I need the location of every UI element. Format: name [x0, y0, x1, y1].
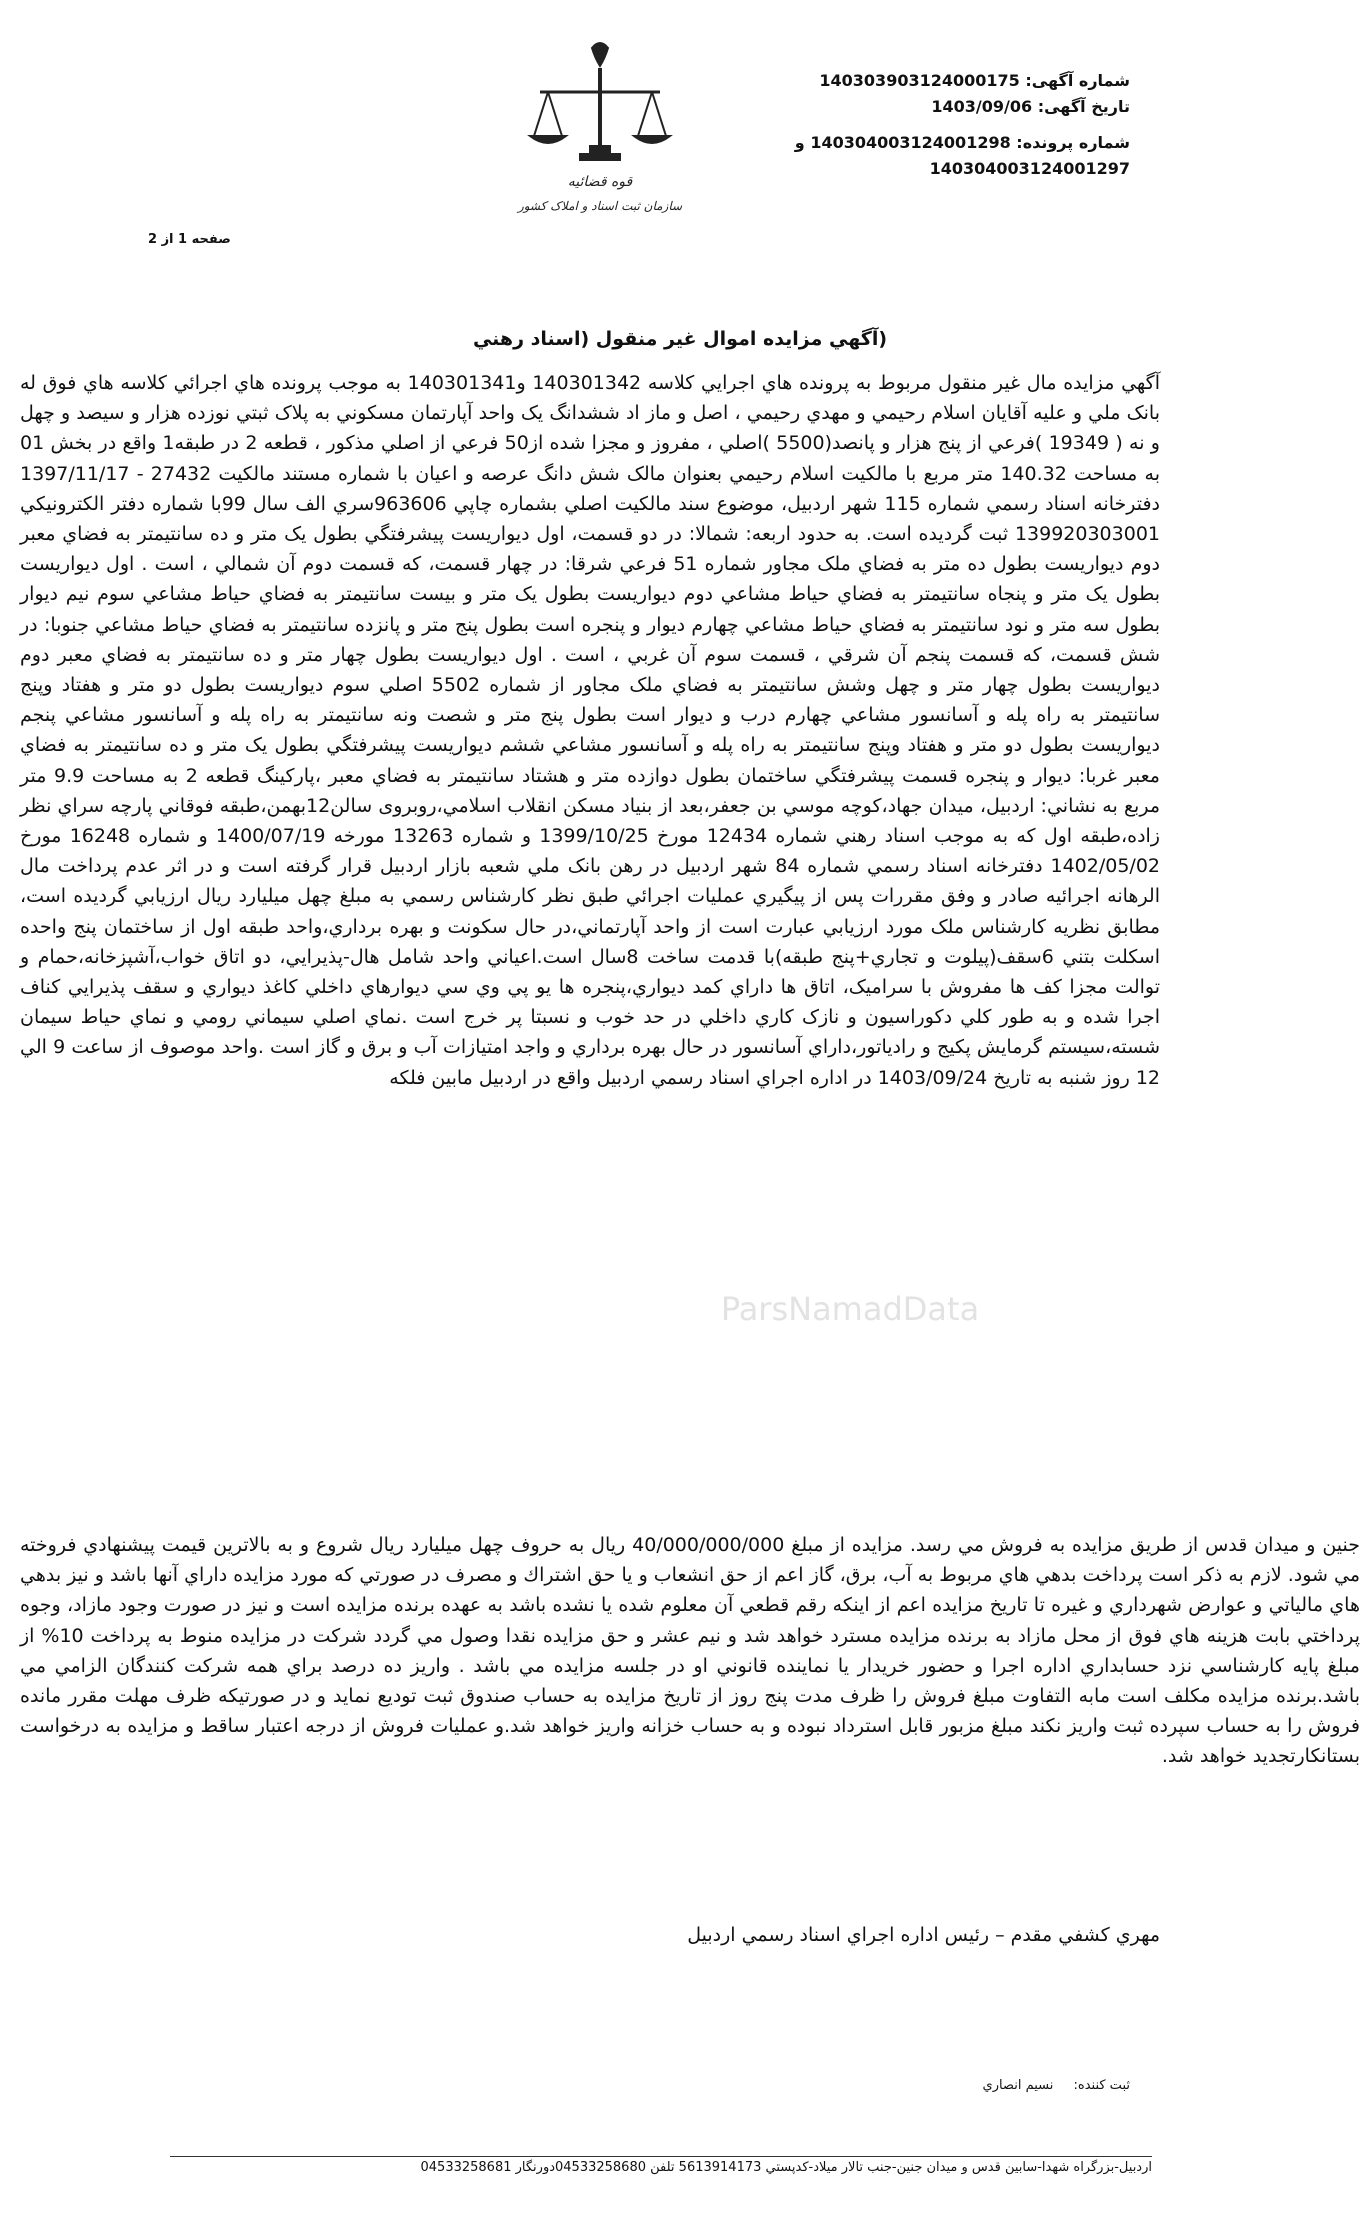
footer-divider [170, 2156, 1152, 2157]
footer-address: اردبيل-بزرگراه شهدا-سابين قدس و ميدان جنين-جنب تالار ميلاد-كدپستي 5613914173 تلفن 04533258680دورنگار 04533258681 [420, 2160, 1152, 2175]
ad-date: 1403/09/06 [931, 97, 1033, 116]
registrar-name: نسيم انصاري [982, 2078, 1054, 2093]
judiciary-emblem-icon [500, 28, 700, 238]
watermark-logo [700, 1220, 1000, 1400]
ad-number-row [700, 68, 1130, 94]
file-number-row [700, 130, 1130, 156]
signoff: مهري كشفي مقدم – رئيس اداره اجراي اسناد رسمي اردبيل [687, 1924, 1160, 1946]
watermark-text: ParsNamadData [720, 1290, 980, 1328]
registrar-label: ثبت كننده: [1073, 2078, 1130, 2093]
org-line-2: سازمان ثبت اسناد و املاک کشور [517, 199, 683, 213]
file-number-1: 140304003124001298 [810, 133, 1011, 152]
body-paragraph: آگهي مزايده مال غير منقول مربوط به پرونده هاي اجرايي كلاسه 140301342 و140301341 به موجب پرونده هاي اجرائي كلاسه هاي فوق له بانک ملي و عليه آقايان اسلام رحيمي و مهدي رحيمي ، اصل و ماز اد ششدانگ یک واحد آپارتمان مسکوني به پلاک ثبتي نوزده هزار و سيصد و چهل و نه ( 19349 )فرعي از پنج هزار و پانصد(5500 )اصلي ، مفروز و مجزا شده از50 فرعي از اصلي مذکور ، قطعه 2 در طبقه1 واقع در بخش 01 به مساحت 140.32 متر مربع با مالکيت اسلام رحيمي بعنوان مالک شش دانگ عرصه و اعيان با شماره مستند مالکيت 27432 - 1397/11/17 دفترخانه اسناد رسمي شماره 115 شهر اردبيل، موضوع سند مالکيت اصلي بشماره چاپي 963606سري الف سال 99با شماره دفتر الکترونيکي 139920303001 ثبت گرديده است. به حدود اربعه: شمالا: در دو قسمت، اول ديواريست پيشرفتگي بطول يک متر و ده سانتيمتر به فضاي معبر دوم ديواريست بطول ده متر به فضاي ملک مجاور شماره 51 فرعي شرقا: در چهار قسمت، که قسمت دوم آن شمالي ، است . اول ديواريست بطول يک متر و پنجاه سانتيمتر به فضاي حياط مشاعي دوم ديواريست بطول يک متر و بيست سانتيمتر به فضاي حياط مشاعي سوم نيم ديوار بطول سه متر و نود سانتيمتر به فضاي حياط مشاعي چهارم ديوار و پنجره است بطول پنج متر و پانزده سانتيمتر به فضاي حياط مشاعي جنوبا: در شش قسمت، كه قسمت پنجم آن شرقي ، قسمت سوم آن غربي ، است . اول ديواريست بطول چهار متر و ده سانتيمتر به فضاي معبر دوم ديواريست بطول چهار متر و چهل وشش سانتيمتر به فضاي ملک مجاور از شماره 5502 اصلي سوم ديواريست بطول دو متر و هفتاد وپنج سانتيمتر به راه پله و آسانسور مشاعي چهارم درب و ديوار است بطول پنج متر و شصت ونه سانتيمتر به راه پله و آسانسور مشاعي پنجم ديواريست بطول دو متر و هفتاد وپنج سانتيمتر به راه پله و آسانسور مشاعي ششم ديواريست پيشرفتگي بطول يک متر و ده سانتيمتر به فضاي معبر غربا: ديوار و پنجره قسمت پيشرفتگي ساختمان بطول دوازده متر و هشتاد سانتيمتر به فضاي معبر ،پارکينگ قطعه 2 به مساحت 9.9 متر مربع به نشاني: اردبيل، ميدان جهاد،کوچه موسي بن جعفر،بعد از بنياد مسکن انقلاب اسلامي،روبروی سالن12بهمن،طبقه فوقاني پارچه سراي نظر زاده،طبقه اول که به موجب اسناد رهني شماره 12434 مورخ 1399/10/25 و شماره 13263 مورخه 1400/07/19 و شماره 16248 مورخ 1402/05/02 دفترخانه اسناد رسمي شماره 84 شهر اردبيل در رهن بانک ملي شعبه بازار اردبيل قرار گرفته است و در اثر عدم پرداخت مال الرهانه اجرائيه صادر و وفق مقررات پس از پيگيري عمليات اجرائي طبق نظر کارشناس رسمي به مبلغ چهل ميليارد ريال ارزيابي گرديده است، مطابق نظريه كارشناس ملک مورد ارزيابي عبارت است از واحد آپارتماني،در حال سكونت و بهره برداري،واحد طبقه اول از ساختمان پنج واحده اسكلت بتني 6سقف(پيلوت و تجاري+پنج طبقه)با قدمت ساخت 8سال است.اعياني واحد شامل هال-پذيرايي، دو اتاق خواب،آشپزخانه،حمام و توالت مجزا كف ها مفروش با سراميک، اتاق ها داراي كمد ديواري،پنجره ها يو پي وي سي ديوارهاي داخلي كاغذ ديواري و سقف پذيرايي كناف اجرا شده و به طور كلي دكوراسيون و نازک كاري داخلي در حد خوب و نسبتا پر خرج است .نماي اصلي سيماني رومي و نماي حياط سيمان شسته،سيستم گرمايش پكيج و رادياتور،داراي آسانسور در حال بهره برداري و واجد امتيازات آب و برق و گاز است .واحد موصوف از ساعت 9 الي 12 روز شنبه به تاريخ 1403/09/24 در اداره اجراي اسناد رسمي اردبيل واقع در اردبيل مابين فلکه [20, 372, 1161, 1089]
file-number-and: و [794, 133, 805, 152]
ad-number-label: شماره آگهی: [1025, 71, 1130, 90]
ad-number: 14030390312400017​5 [819, 71, 1020, 90]
header-meta [700, 68, 1130, 182]
page-indicator: صفحه 1 از 2 [148, 232, 231, 247]
body-paragraph: جنين و ميدان قدس از طريق مزايده به فروش مي رسد. مزايده از مبلغ 40/000/000/000 ريال به حروف چهل ميليارد ريال شروع و به بالاترين قيمت پيشنهادي فروخته مي شود. لازم به ذكر است پرداخت بدهي هاي مربوط به آب، برق، گاز اعم از حق انشعاب و يا حق اشتراك و مصرف در صورتي كه مورد مزايده داراي آنها باشد و نيز بدهي هاي مالياتي و عوارض شهرداري و غيره تا تاريخ مزايده اعم از اينكه رقم قطعي آن معلوم شده يا نشده باشد به عهده برنده مزايده است و نيز در صورت وجود مازاد، وجوه پرداختي بابت هزينه هاي فوق از محل مازاد به برنده مزايده مسترد خواهد شد و نيم عشر و حق مزايده نقدا وصول مي گردد شركت در مزايده منوط به پرداخت 10% از مبلغ پايه كارشناسي نزد حسابداري اداره اجرا و حضور خريدار يا نماينده قانوني او در جلسه مزايده مي باشد . واريز ده درصد براي همه شركت كنندگان الزامي مي باشد.برنده مزايده مكلف است مابه التفاوت مبلغ فروش را ظرف مدت پنج روز از تاريخ مزايده به حساب صندوق ثبت توديع نمايد و در صورتيكه ظرف مهلت مقرر مانده فروش را به حساب سپرده ثبت واريز نكند مبلغ مزبور قابل استرداد نبوده و به حساب خزانه واريز خواهد شد.و عمليات فروش از درجه اعتبار ساقط و مزايده به درخواست بستانكارتجديد خواهد شد. [20, 1534, 1360, 1768]
ad-date-row [700, 94, 1130, 120]
document-body-continued [20, 1530, 1360, 1772]
org-line-1: قوه قضائیه [567, 174, 633, 190]
document-body [20, 368, 1160, 1093]
file-number-row-2 [700, 156, 1130, 182]
registrar [983, 2078, 1130, 2093]
document-title: (آگهي مزايده اموال غير منقول (اسناد رهني [472, 328, 888, 350]
ad-date-label: تاریخ آگهی: [1037, 97, 1130, 116]
file-number-label: شماره پرونده: [1016, 133, 1130, 152]
file-number-2: 140304003124001297 [929, 159, 1130, 178]
